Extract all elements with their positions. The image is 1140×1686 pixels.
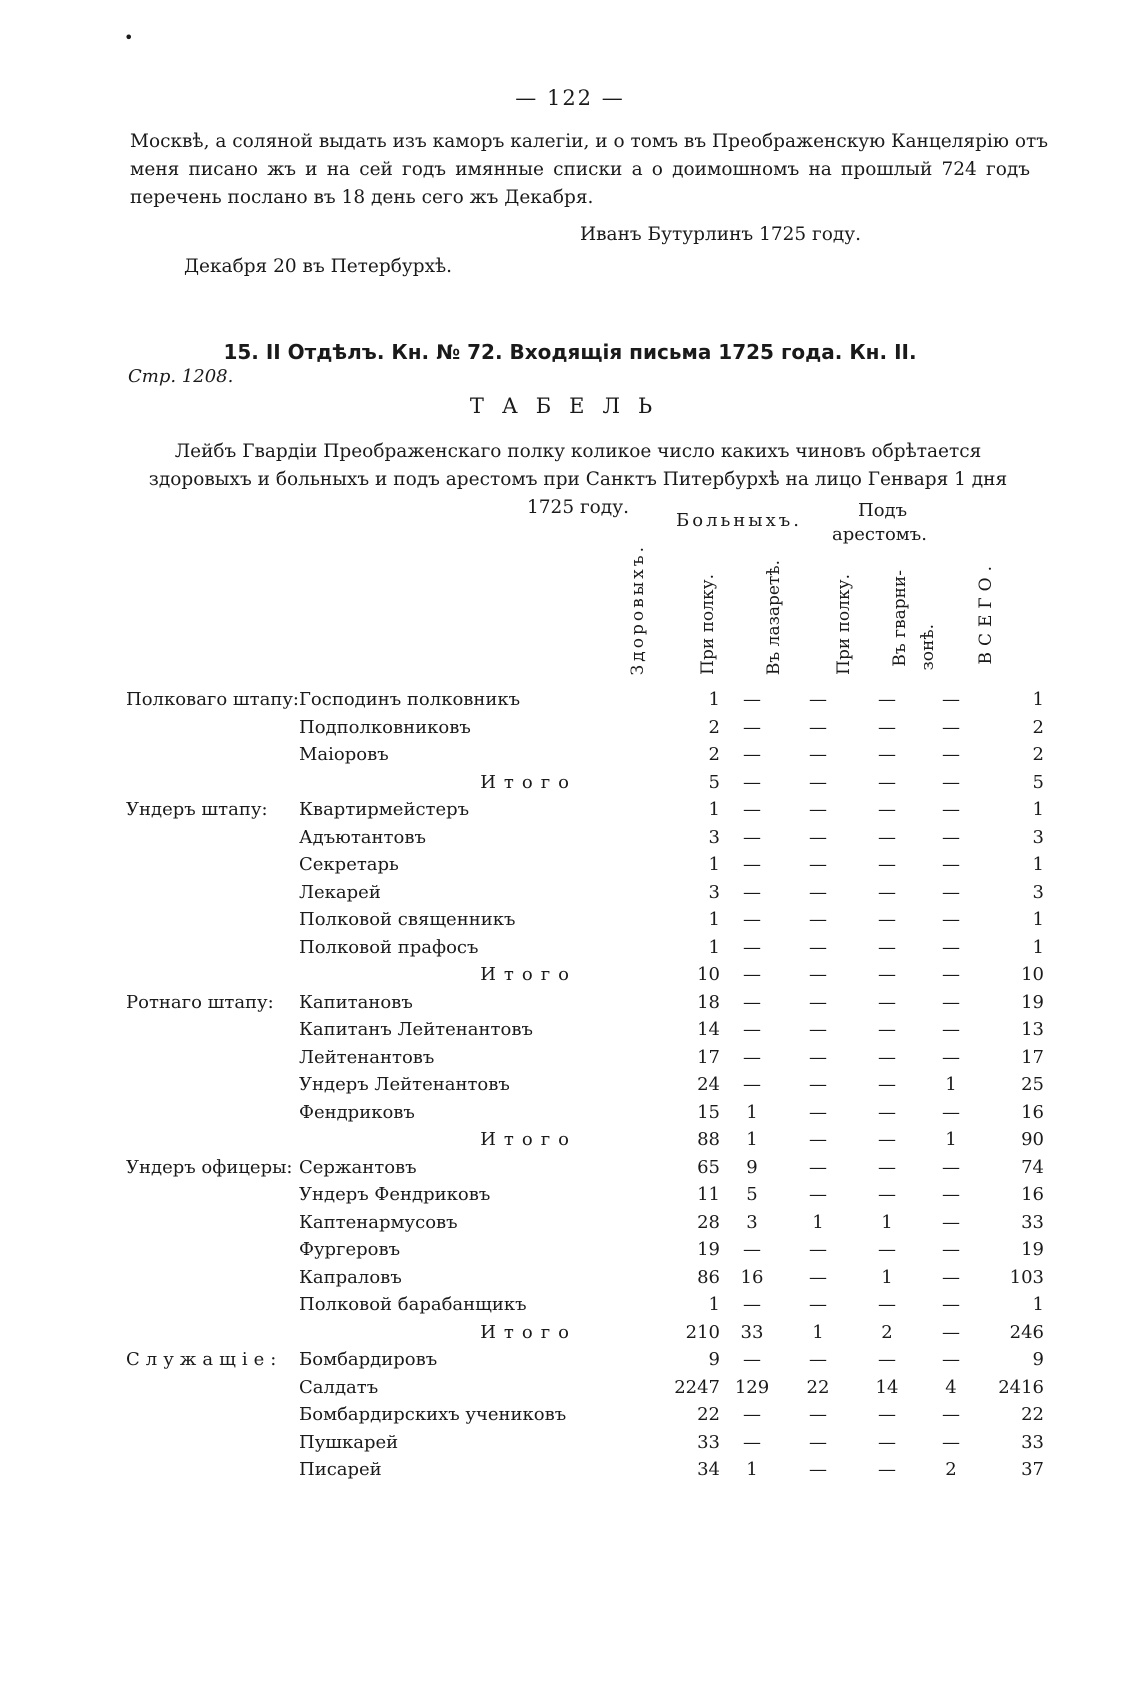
value-cell: — [878, 771, 896, 793]
col-sick-hospital-header: Въ лазаретѣ. [764, 560, 784, 676]
category-cell [126, 851, 299, 879]
category-cell [126, 1071, 299, 1099]
value-cell: — [809, 1294, 827, 1315]
value-cell: 3 [746, 1211, 758, 1233]
category-cell: Ротнаго штапу: [126, 991, 274, 1013]
value-cell: 2 [708, 744, 720, 765]
value-cell: 9 [1032, 1349, 1044, 1370]
value-cell: — [878, 1074, 896, 1095]
category-cell [126, 1429, 299, 1457]
value-cell: — [878, 716, 896, 738]
rank-cell: Писарей [299, 1459, 382, 1480]
value-cell: — [809, 1046, 827, 1068]
value-cell: — [942, 854, 960, 875]
value-cell: 1 [945, 1129, 957, 1150]
value-cell: — [809, 1019, 827, 1040]
value-cell: 4 [945, 1376, 957, 1398]
value-cell: 74 [1021, 1156, 1044, 1178]
value-cell: 1 [746, 1459, 758, 1480]
value-cell: 11 [697, 1184, 720, 1205]
col-sick-regiment-header: При полку. [698, 574, 718, 675]
value-cell: — [878, 991, 896, 1013]
arrest-group-header-line2: арестомъ. [832, 524, 927, 545]
value-cell: 1 [1032, 854, 1044, 875]
table-row [126, 1401, 1044, 1429]
category-cell [126, 1209, 299, 1237]
value-cell: 3 [708, 881, 720, 903]
category-cell [126, 1374, 299, 1402]
value-cell: — [809, 909, 827, 930]
value-cell: 37 [1021, 1459, 1044, 1480]
category-cell [126, 1236, 299, 1264]
table-row [126, 934, 1044, 962]
table-row [126, 879, 1044, 907]
value-cell: — [942, 1046, 960, 1068]
table-row [126, 1236, 1044, 1264]
value-cell: 9 [708, 1349, 720, 1370]
table-row [126, 1264, 1044, 1292]
category-cell [126, 824, 299, 852]
subtotal-label: Итого [480, 1321, 577, 1343]
rank-cell: Ундеръ Фендриковъ [299, 1184, 491, 1205]
value-cell: — [878, 689, 896, 710]
value-cell: — [878, 936, 896, 958]
value-cell: 1 [945, 1074, 957, 1095]
value-cell: — [743, 744, 761, 765]
value-cell: 28 [697, 1211, 720, 1233]
value-cell: 17 [697, 1046, 720, 1068]
value-cell: 33 [1021, 1211, 1044, 1233]
category-cell [126, 934, 299, 962]
intro-line: перечень послано въ 18 день сего жъ Декабря. [130, 187, 594, 208]
table-row [126, 906, 1044, 934]
value-cell: — [809, 881, 827, 903]
value-cell: 90 [1021, 1129, 1044, 1150]
value-cell: — [942, 1431, 960, 1453]
value-cell: 33 [1021, 1431, 1044, 1453]
value-cell: — [942, 909, 960, 930]
value-cell: 210 [685, 1321, 720, 1343]
col-arrest-garrison-header-2: зонѣ. [918, 624, 938, 671]
value-cell: — [942, 964, 960, 985]
rank-cell: Полковой прафосъ [299, 936, 479, 958]
value-cell: — [809, 1129, 827, 1150]
signature: Иванъ Бутурлинъ 1725 году. [580, 224, 862, 245]
value-cell: — [743, 771, 761, 793]
value-cell: 1 [881, 1211, 893, 1233]
personnel-table-body [126, 686, 1044, 1484]
value-cell: 19 [1021, 991, 1044, 1013]
rank-cell: Капраловъ [299, 1266, 402, 1288]
value-cell: 3 [1032, 826, 1044, 848]
value-cell: 1 [708, 799, 720, 820]
rank-cell: Подполковниковъ [299, 716, 471, 738]
table-row [126, 989, 1044, 1017]
value-cell: 33 [740, 1321, 764, 1343]
value-cell: — [809, 1404, 827, 1425]
value-cell: 5 [1032, 771, 1044, 793]
rank-cell: Квартирмейстеръ [299, 799, 470, 820]
table-row [126, 1291, 1044, 1319]
table-row [126, 851, 1044, 879]
category-cell: Ундеръ штапу: [126, 799, 268, 820]
col-arrest-regiment-header: При полку. [834, 574, 854, 675]
value-cell: — [809, 1459, 827, 1480]
value-cell: — [743, 909, 761, 930]
intro-line: Москвѣ, а соляной выдать изъ каморъ калегіи, и о томъ въ Преображенскую Канцелярію отъ [130, 131, 1048, 152]
value-cell: — [809, 716, 827, 738]
value-cell: — [942, 1239, 960, 1260]
value-cell: — [809, 799, 827, 820]
rank-cell: Полковой священникъ [299, 909, 516, 930]
value-cell: — [809, 1074, 827, 1095]
value-cell: — [809, 936, 827, 958]
value-cell: — [743, 799, 761, 820]
category-cell [126, 1099, 299, 1127]
value-cell: 65 [697, 1156, 720, 1178]
value-cell: — [809, 771, 827, 793]
value-cell: 1 [746, 1129, 758, 1150]
subtotal-row [126, 961, 1044, 989]
rank-cell: Маіоровъ [299, 744, 389, 765]
value-cell: — [942, 1266, 960, 1288]
value-cell: — [878, 1019, 896, 1040]
value-cell: 2416 [998, 1376, 1044, 1398]
table-row [126, 1209, 1044, 1237]
category-cell [126, 879, 299, 907]
value-cell: — [809, 964, 827, 985]
category-cell [126, 741, 299, 769]
value-cell: — [743, 1294, 761, 1315]
value-cell: 19 [697, 1239, 720, 1260]
category-cell [126, 1264, 299, 1292]
subtotal-label: Итого [480, 964, 577, 985]
value-cell: — [809, 1239, 827, 1260]
value-cell: — [942, 936, 960, 958]
value-cell: — [878, 1046, 896, 1068]
value-cell: — [878, 1349, 896, 1370]
value-cell: — [743, 1046, 761, 1068]
value-cell: — [878, 964, 896, 985]
category-cell: Служащіе: [126, 1349, 283, 1370]
value-cell: 3 [1032, 881, 1044, 903]
value-cell: — [743, 1431, 761, 1453]
rank-cell: Секретарь [299, 854, 399, 875]
value-cell: — [809, 826, 827, 848]
value-cell: — [942, 1101, 960, 1123]
table-row [126, 1016, 1044, 1044]
subtotal-label: Итого [480, 1129, 577, 1150]
value-cell: — [942, 1349, 960, 1370]
value-cell: — [809, 1349, 827, 1370]
value-cell: 1 [881, 1266, 893, 1288]
table-row [126, 1071, 1044, 1099]
value-cell: — [743, 1074, 761, 1095]
value-cell: 10 [1021, 964, 1044, 985]
rank-cell: Господинъ полковникъ [299, 689, 521, 710]
page-reference: Стр. 1208. [128, 366, 234, 387]
value-cell: — [878, 799, 896, 820]
value-cell: — [878, 1184, 896, 1205]
table-row [126, 1099, 1044, 1127]
rank-cell: Бомбардировъ [299, 1349, 438, 1370]
col-total-header: ВСЕГО. [976, 560, 996, 665]
intro-line: меня писано жъ и на сей годъ имянные списки а о доимошномъ на прошлый 724 годъ [130, 159, 1030, 180]
rank-cell: Бомбардирскихъ учениковъ [299, 1404, 567, 1425]
subtotal-row [126, 1319, 1044, 1347]
value-cell: 1 [1032, 1294, 1044, 1315]
table-row [126, 796, 1044, 824]
category-cell: Ундеръ офицеры: [126, 1156, 293, 1178]
value-cell: — [942, 1156, 960, 1178]
value-cell: 2 [881, 1321, 893, 1343]
value-cell: 2 [945, 1459, 957, 1480]
value-cell: — [878, 1431, 896, 1453]
table-row [126, 686, 1044, 714]
value-cell: — [743, 964, 761, 985]
value-cell: — [878, 854, 896, 875]
category-cell [126, 1456, 299, 1484]
value-cell: — [878, 744, 896, 765]
value-cell: — [942, 1019, 960, 1040]
table-row [126, 1374, 1044, 1402]
value-cell: 2 [708, 716, 720, 738]
value-cell: — [809, 689, 827, 710]
value-cell: 24 [697, 1074, 720, 1095]
value-cell: — [809, 1266, 827, 1288]
category-cell [126, 1181, 299, 1209]
value-cell: — [942, 799, 960, 820]
page-mark: • [124, 28, 134, 47]
value-cell: 2247 [674, 1376, 720, 1398]
value-cell: 19 [1021, 1239, 1044, 1260]
value-cell: 129 [734, 1376, 770, 1398]
value-cell: — [878, 1129, 896, 1150]
value-cell: — [942, 716, 960, 738]
category-cell [126, 906, 299, 934]
value-cell: — [942, 771, 960, 793]
value-cell: — [809, 1156, 827, 1178]
table-row [126, 1181, 1044, 1209]
value-cell: 5 [708, 771, 720, 793]
rank-cell: Лейтенантовъ [299, 1046, 435, 1068]
rank-cell: Сержантовъ [299, 1156, 417, 1178]
value-cell: 15 [697, 1101, 720, 1123]
col-healthy-header: Здоровыхъ. [628, 544, 648, 676]
value-cell: 1 [708, 1294, 720, 1315]
col-arrest-garrison-header-1: Въ гварни- [890, 570, 910, 667]
value-cell: — [743, 689, 761, 710]
value-cell: 14 [875, 1376, 899, 1398]
value-cell: — [878, 881, 896, 903]
value-cell: 88 [697, 1129, 720, 1150]
rank-cell: Фургеровъ [299, 1239, 401, 1260]
value-cell: 2 [1032, 744, 1044, 765]
personnel-table [126, 686, 1044, 1484]
value-cell: — [878, 826, 896, 848]
rank-cell: Фендриковъ [299, 1101, 415, 1123]
value-cell: — [942, 689, 960, 710]
value-cell: — [743, 826, 761, 848]
page-number: — 122 — [515, 86, 625, 110]
value-cell: — [942, 1404, 960, 1425]
rank-cell: Полковой барабанщикъ [299, 1294, 527, 1315]
value-cell: 14 [697, 1019, 720, 1040]
value-cell: — [743, 716, 761, 738]
value-cell: 25 [1021, 1074, 1044, 1095]
arrest-group-header-line1: Подъ [858, 500, 908, 521]
value-cell: — [878, 1101, 896, 1123]
value-cell: 1 [812, 1211, 824, 1233]
value-cell: 34 [697, 1459, 720, 1480]
category-cell [126, 1291, 299, 1319]
value-cell: — [942, 1294, 960, 1315]
value-cell: — [743, 854, 761, 875]
value-cell: — [942, 744, 960, 765]
value-cell: 22 [806, 1376, 830, 1398]
value-cell: 9 [746, 1156, 758, 1178]
letter-date: Декабря 20 въ Петербурхѣ. [184, 256, 453, 277]
value-cell: 246 [1009, 1321, 1044, 1343]
value-cell: — [743, 936, 761, 958]
value-cell: — [942, 826, 960, 848]
value-cell: 1 [1032, 909, 1044, 930]
document-title: ТАБЕЛЬ [469, 394, 671, 418]
rank-cell: Лекарей [299, 881, 381, 903]
value-cell: — [878, 1239, 896, 1260]
value-cell: — [809, 991, 827, 1013]
value-cell: 1 [708, 854, 720, 875]
category-cell [126, 961, 299, 989]
value-cell: 1 [1032, 689, 1044, 710]
value-cell: 10 [697, 964, 720, 985]
value-cell: 103 [1009, 1266, 1044, 1288]
value-cell: 16 [1021, 1101, 1044, 1123]
rank-cell: Капитанъ Лейтенантовъ [299, 1019, 533, 1040]
value-cell: 2 [1032, 716, 1044, 738]
category-cell [126, 1401, 299, 1429]
value-cell: 86 [697, 1266, 720, 1288]
value-cell: — [942, 881, 960, 903]
value-cell: 22 [1021, 1404, 1044, 1425]
value-cell: — [878, 1459, 896, 1480]
rank-cell: Каптенармусовъ [299, 1211, 458, 1233]
category-cell [126, 714, 299, 742]
value-cell: — [809, 744, 827, 765]
document-heading: 15. II Отдѣлъ. Кн. № 72. Входящія письма 1725 года. Кн. II. [223, 340, 917, 364]
value-cell: 5 [746, 1184, 758, 1205]
value-cell: — [942, 991, 960, 1013]
rank-cell: Пушкарей [299, 1431, 399, 1453]
value-cell: — [809, 1184, 827, 1205]
value-cell: 1 [746, 1101, 758, 1123]
value-cell: — [878, 1294, 896, 1315]
value-cell: — [743, 1019, 761, 1040]
value-cell: 3 [708, 826, 720, 848]
rank-cell: Адъютантовъ [299, 826, 426, 848]
category-cell [126, 1044, 299, 1072]
table-row [126, 1154, 1044, 1182]
value-cell: — [878, 909, 896, 930]
value-cell: — [809, 854, 827, 875]
value-cell: — [743, 991, 761, 1013]
category-cell [126, 1016, 299, 1044]
rank-cell: Салдатъ [299, 1376, 379, 1398]
value-cell: 1 [1032, 936, 1044, 958]
value-cell: — [743, 881, 761, 903]
table-row [126, 741, 1044, 769]
value-cell: 13 [1021, 1019, 1044, 1040]
table-row [126, 1429, 1044, 1457]
value-cell: 1 [812, 1321, 824, 1343]
value-cell: — [878, 1156, 896, 1178]
rank-cell: Капитановъ [299, 991, 413, 1013]
value-cell: — [743, 1239, 761, 1260]
value-cell: — [809, 1101, 827, 1123]
subtotal-label: Итого [480, 771, 577, 793]
value-cell: 1 [708, 936, 720, 958]
value-cell: 16 [1021, 1184, 1044, 1205]
subtotal-row [126, 769, 1044, 797]
category-cell [126, 769, 299, 797]
sick-group-header: Больныхъ. [676, 510, 802, 531]
document-description: Лейбъ Гвардіи Преображенскаго полку коликое число какихъ чиновъ обрѣтается здоровыхъ и больныхъ и подъ арестомъ при Санктъ Питербурхѣ на лицо Генваря 1 дня 1725 году. [148, 441, 1008, 518]
rank-cell: Ундеръ Лейтенантовъ [299, 1074, 510, 1095]
subtotal-row [126, 1126, 1044, 1154]
value-cell: — [942, 1184, 960, 1205]
value-cell: 1 [1032, 799, 1044, 820]
value-cell: 1 [708, 689, 720, 710]
value-cell: — [878, 1404, 896, 1425]
value-cell: — [942, 1321, 960, 1343]
value-cell: — [743, 1349, 761, 1370]
category-cell [126, 1319, 299, 1347]
value-cell: — [942, 1211, 960, 1233]
table-row [126, 1346, 1044, 1374]
table-row [126, 824, 1044, 852]
category-cell: Полковаго штапу: [126, 689, 299, 710]
value-cell: 1 [708, 909, 720, 930]
value-cell: 22 [697, 1404, 720, 1425]
value-cell: — [809, 1431, 827, 1453]
value-cell: — [743, 1404, 761, 1425]
intro-paragraph [130, 128, 1048, 212]
value-cell: 17 [1021, 1046, 1044, 1068]
table-row [126, 1456, 1044, 1484]
value-cell: 18 [697, 991, 720, 1013]
value-cell: 33 [697, 1431, 720, 1453]
table-row [126, 714, 1044, 742]
table-row [126, 1044, 1044, 1072]
category-cell [126, 1126, 299, 1154]
value-cell: 16 [740, 1266, 764, 1288]
